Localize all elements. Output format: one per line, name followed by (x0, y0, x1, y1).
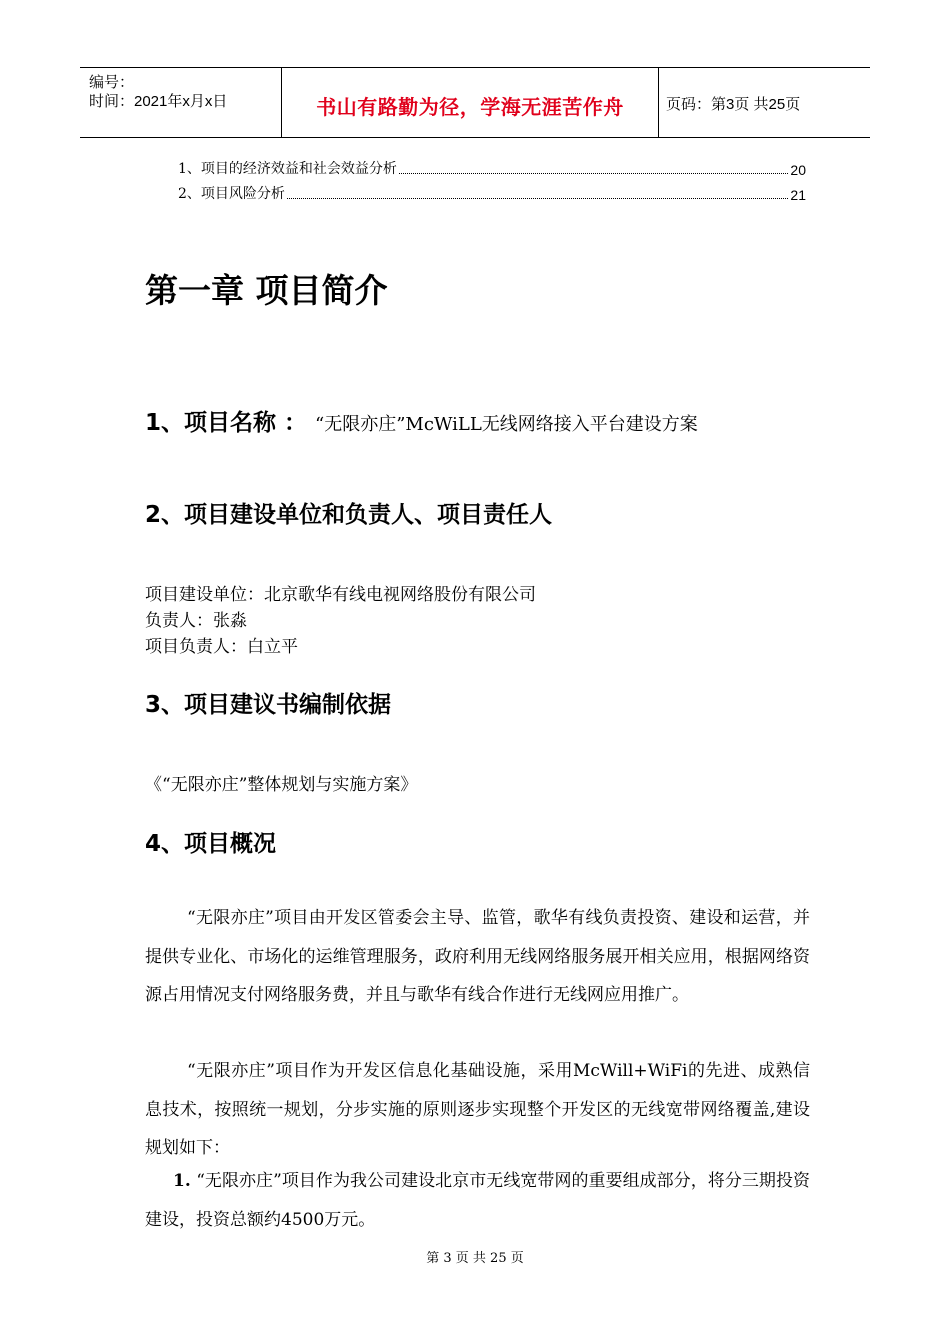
section-2-heading: 2、项目建设单位和负责人、项目责任人 (145, 502, 553, 528)
number-label: 编号： (89, 74, 135, 91)
section-1-heading (145, 404, 698, 437)
toc-leader (287, 198, 789, 199)
plan-item-text: “无限亦庄”项目作为我公司建设北京市无线宽带网的重要组成部分，将分三期投资建设，投资总额约4500万元。 (145, 1171, 810, 1230)
plan-item-number: 1. (173, 1171, 191, 1191)
overview-paragraph-1: “无限亦庄”项目由开发区管委会主导、监管，歌华有线负责投资、建设和运营，并提供专业化、市场化的运维管理服务，政府利用无线网络服务展开相关应用，根据网络资源占用情况支付网络服务费，并且与歌华有线合作进行无线网应用推广。 (145, 908, 810, 1005)
chapter-title: 第一章 项目简介 (145, 271, 388, 310)
project-leader: 项目负责人：白立平 (145, 637, 298, 657)
motto: 书山有路勤为径，学海无涯苦作舟 (316, 97, 624, 119)
page-footer: 第 3 页 共 25 页 (426, 1251, 524, 1266)
section-3-heading: 3、项目建议书编制依据 (145, 692, 392, 718)
toc-page: 21 (790, 187, 806, 203)
leader: 负责人：张淼 (145, 611, 247, 631)
toc-leader (399, 173, 789, 174)
project-name: “无限亦庄”McWiLL无线网络接入平台建设方案 (315, 414, 698, 435)
toc-entry[interactable] (178, 160, 806, 178)
section-1-label: 1、项目名称 ： (145, 410, 308, 436)
time-label: 时间：2021年x月x日 (89, 93, 228, 110)
overview-paragraph-2: “无限亦庄”项目作为开发区信息化基础设施，采用McWill+WiFi的先进、成熟信息技术，按照统一规划，分步实施的原则逐步实现整个开发区的无线宽带网络覆盖,建设规划如下： (145, 1061, 810, 1158)
section-4-heading: 4、项目概况 (145, 831, 277, 857)
header-table (80, 67, 870, 138)
plan-item-1 (145, 1162, 810, 1239)
header-left-cell (80, 68, 282, 137)
page-info: 页码：第3页 共25页 (666, 96, 801, 113)
toc-page: 20 (790, 162, 806, 178)
toc-title: 2、项目风险分析 (178, 186, 285, 202)
basis-document: 《“无限亦庄”整体规划与实施方案》 (145, 775, 418, 795)
construction-unit: 项目建设单位：北京歌华有线电视网络股份有限公司 (145, 585, 536, 605)
header-center-cell (282, 68, 659, 137)
toc-title: 1、项目的经济效益和社会效益分析 (178, 161, 397, 177)
toc-entry[interactable] (178, 185, 806, 203)
header-right-cell (659, 68, 870, 137)
